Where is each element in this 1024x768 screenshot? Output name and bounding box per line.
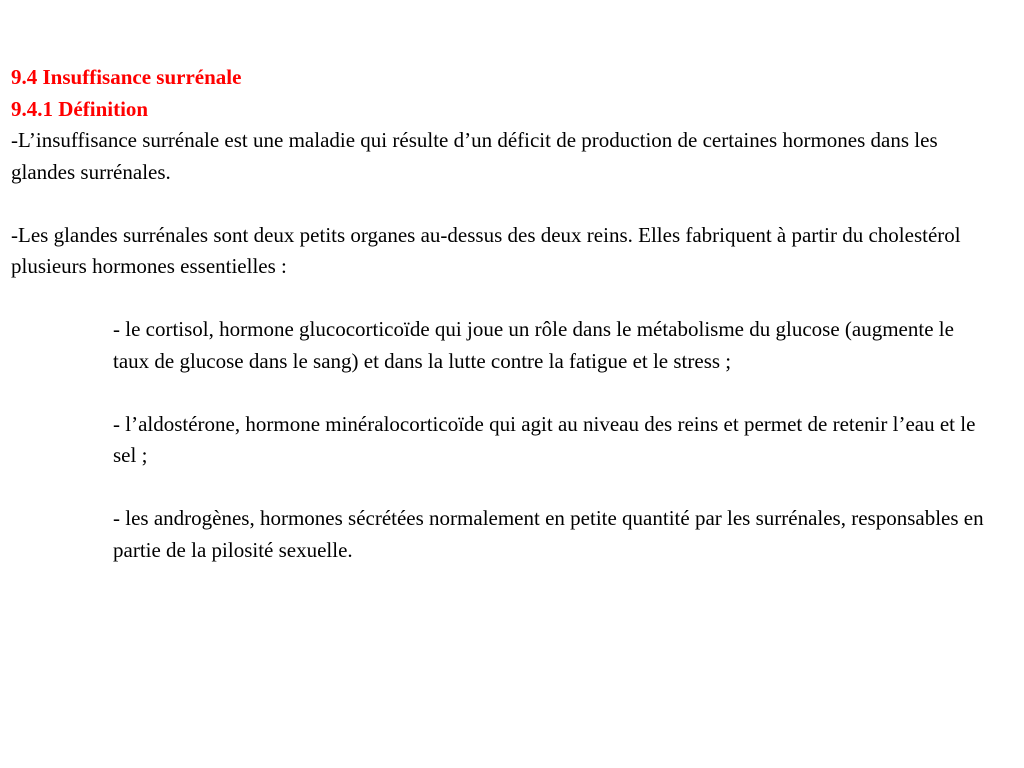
spacer xyxy=(11,377,994,409)
spacer xyxy=(11,188,994,220)
section-heading: 9.4 Insuffisance surrénale xyxy=(11,65,242,89)
definition-paragraph: -L’insuffisance surrénale est une maladie qui résulte d’un déficit de production de certaines hormones dans les glandes surrénales. xyxy=(11,128,938,184)
bullet-androgens: - les androgènes, hormones sécrétées normalement en petite quantité par les surrénales, responsables en partie de la pilosité sexuelle. xyxy=(113,506,984,562)
subsection-heading: 9.4.1 Définition xyxy=(11,96,149,121)
bullet-aldosterone: - l’aldostérone, hormone minéralocorticoïde qui agit au niveau des reins et permet de retenir l’eau et le sel ; xyxy=(113,411,976,467)
spacer xyxy=(11,283,994,315)
glands-paragraph: -Les glandes surrénales sont deux petits organes au-dessus des deux reins. Elles fabriquent à partir du cholestérol plusieurs hormones essentielles : xyxy=(11,222,961,278)
bullet-cortisol: - le cortisol, hormone glucocorticoïde qui joue un rôle dans le métabolisme du glucose (augmente le taux de glucose dans le sang) et dans la lutte contre la fatigue et le stress ; xyxy=(113,317,954,373)
spacer xyxy=(11,472,994,504)
